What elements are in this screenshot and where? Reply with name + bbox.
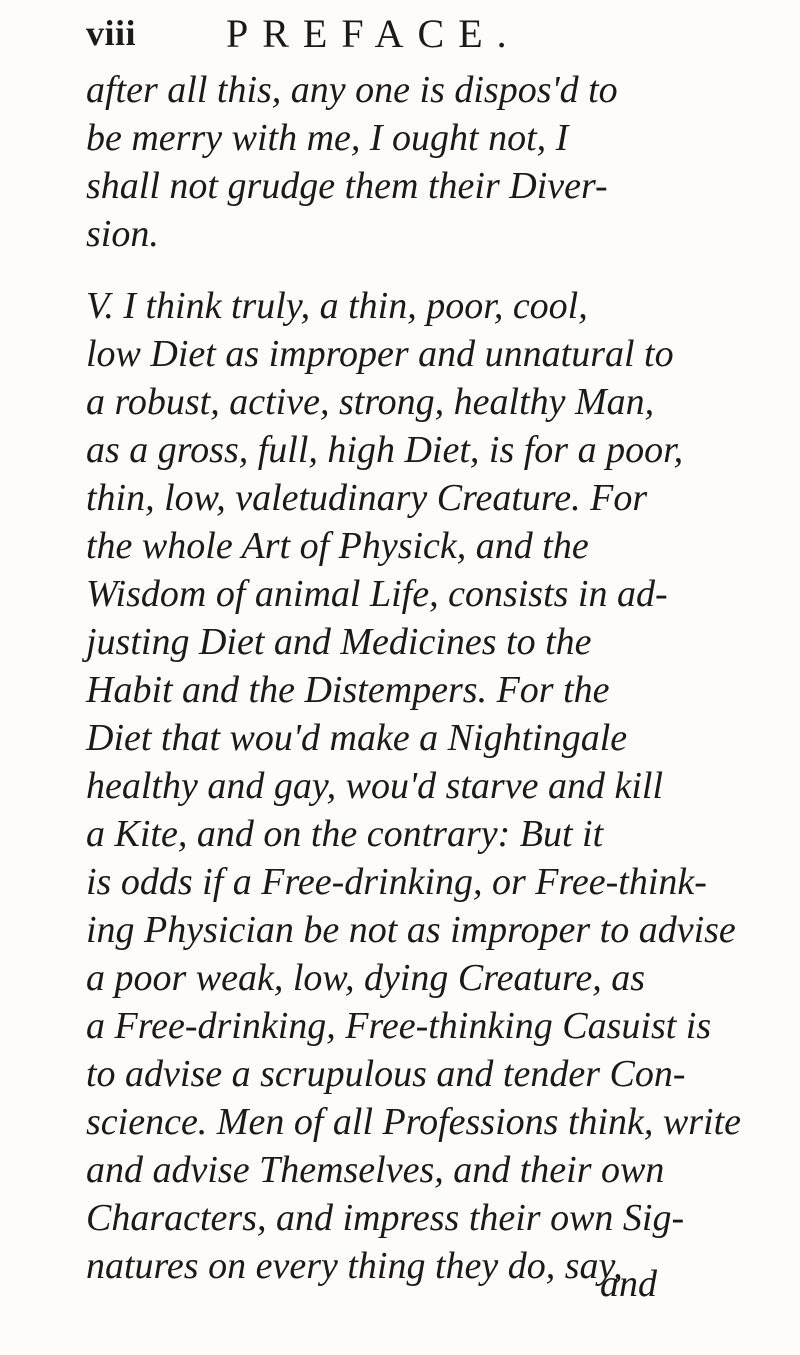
text-line: V. I think truly, a thin, poor, cool, (86, 285, 588, 327)
text-line: thin, low, valetudinary Creature. For (86, 477, 648, 519)
page-number: viii (86, 13, 137, 53)
text-line: low Diet as improper and unnatural to (86, 333, 674, 375)
text-line: a Free-drinking, Free-thinking Casuist is (86, 1005, 712, 1047)
text-line: Characters, and impress their own Sig- (86, 1197, 685, 1239)
text-line: is odds if a Free-drinking, or Free-think- (86, 861, 707, 903)
text-line: shall not grudge them their Diver- (86, 165, 608, 207)
text-line: and advise Themselves, and their own (86, 1149, 665, 1191)
text-line: healthy and gay, wou'd starve and kill (86, 765, 663, 807)
text-line: Wisdom of animal Life, consists in ad- (86, 573, 668, 615)
text-line: sion. (86, 213, 159, 255)
text-line: the whole Art of Physick, and the (86, 525, 589, 567)
text-line: justing Diet and Medicines to the (86, 621, 592, 663)
text-line: Diet that wou'd make a Nightingale (86, 717, 628, 759)
text-line: ing Physician be not as improper to advise (86, 909, 736, 951)
text-line: a poor weak, low, dying Creature, as (86, 957, 646, 999)
text-line: to advise a scrupulous and tender Con- (86, 1053, 686, 1095)
text-line: Habit and the Distempers. For the (86, 669, 610, 711)
text-line: natures on every thing they do, say, (86, 1245, 623, 1287)
text-line: be merry with me, I ought not, I (86, 117, 569, 159)
text-line: science. Men of all Professions think, write (86, 1101, 742, 1143)
text-line: a robust, active, strong, healthy Man, (86, 381, 655, 423)
text-line: after all this, any one is dispos'd to (86, 69, 618, 111)
text-line: a Kite, and on the contrary: But it (86, 813, 604, 855)
page-header (86, 4, 726, 54)
running-head: PREFACE. (226, 11, 521, 56)
text-line: as a gross, full, high Diet, is for a poor, (86, 429, 684, 471)
catchword: and (600, 1263, 657, 1305)
